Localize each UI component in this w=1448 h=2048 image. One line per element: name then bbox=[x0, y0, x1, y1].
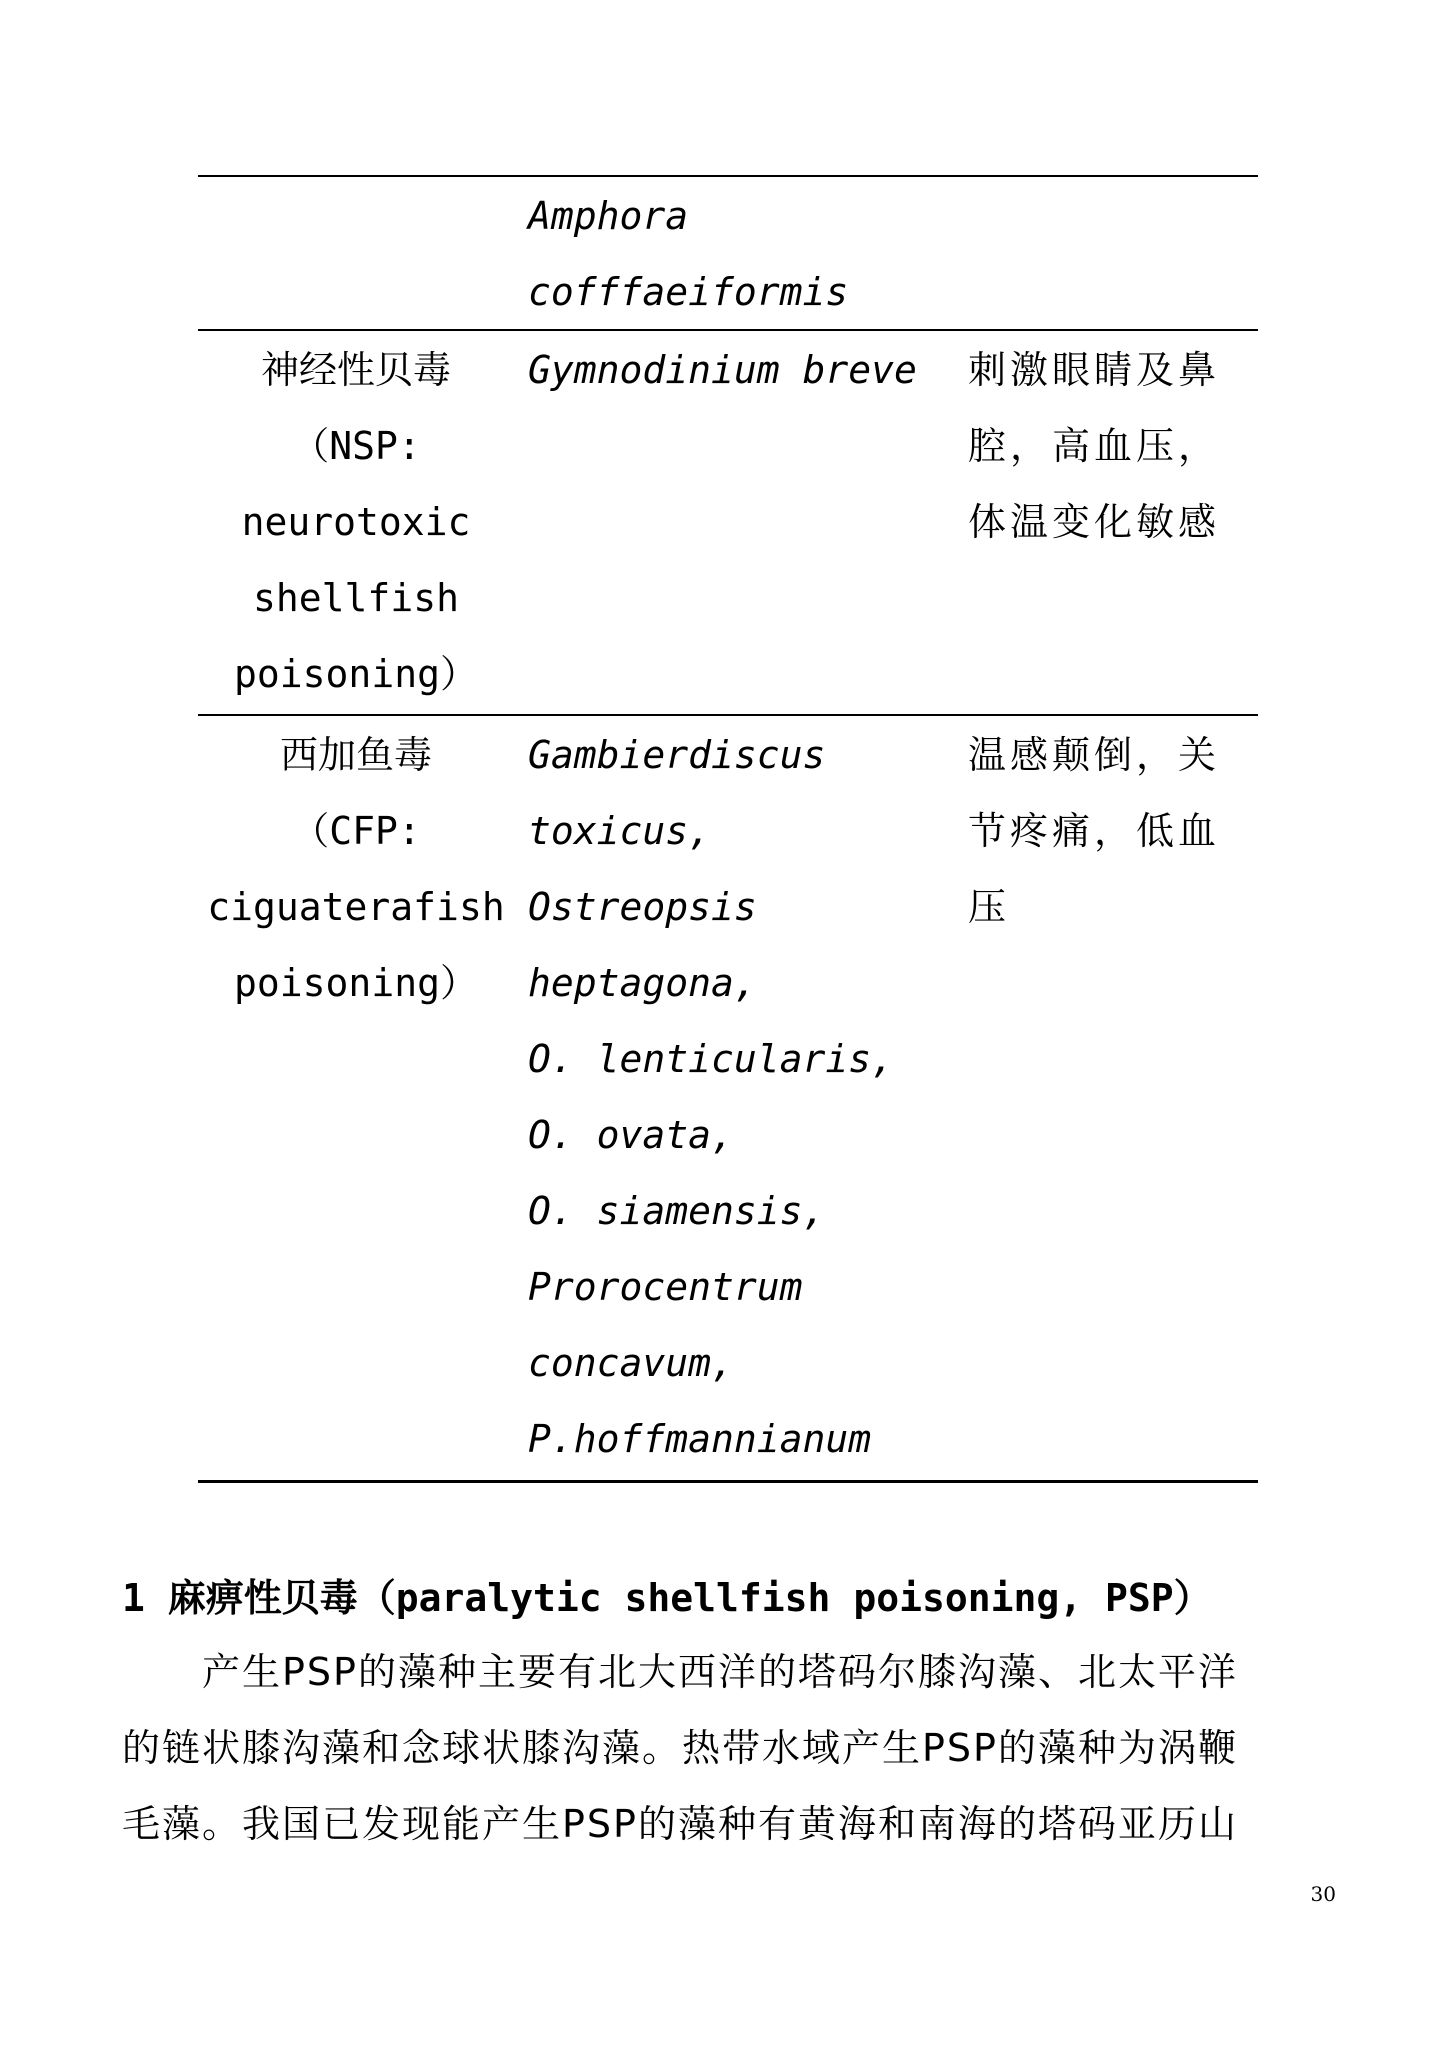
table-cell-symptoms bbox=[968, 332, 1258, 560]
table-bottom-rule bbox=[198, 1480, 1258, 1483]
cell-line: Gambierdiscus bbox=[528, 733, 826, 777]
cell-line: concavum, bbox=[528, 1341, 734, 1385]
cell-line: 体温变化敏感 bbox=[968, 500, 1221, 544]
cell-line: poisoning） bbox=[234, 961, 478, 1005]
table-top-rule bbox=[198, 175, 1258, 177]
cell-line: ciguaterafish bbox=[207, 885, 505, 929]
cell-line: O. ovata, bbox=[528, 1113, 734, 1157]
paragraph-line: 的链状膝沟藻和念球状膝沟藻。热带水域产生PSP的藻种为涡鞭 bbox=[122, 1726, 1238, 1770]
cell-line: cofffaeiformis bbox=[528, 270, 849, 314]
cell-line: P.hoffmannianum bbox=[528, 1417, 872, 1461]
table-cell-symptoms bbox=[968, 717, 1258, 945]
table-row-divider bbox=[198, 714, 1258, 716]
cell-line: （CFP: bbox=[291, 809, 421, 853]
table-cell-toxin-type bbox=[200, 332, 512, 712]
paragraph-line: 产生PSP的藻种主要有北大西洋的塔码尔膝沟藻、北太平洋 bbox=[122, 1650, 1238, 1694]
table-cell-species bbox=[528, 717, 948, 1477]
cell-line: Amphora bbox=[528, 194, 689, 238]
cell-line: 节疼痛，低血 bbox=[968, 809, 1221, 853]
cell-line: shellfish bbox=[253, 576, 459, 620]
section-heading: 1 麻痹性贝毒（paralytic shellfish poisoning, PSP） bbox=[122, 1576, 1212, 1620]
page-number: 30 bbox=[1310, 1882, 1336, 1906]
cell-line: Gymnodinium breve bbox=[528, 348, 917, 392]
cell-line: 温感颠倒，关 bbox=[968, 733, 1221, 777]
paragraph-line: 毛藻。我国已发现能产生PSP的藻种有黄海和南海的塔码亚历山 bbox=[122, 1802, 1238, 1846]
cell-line: O. lenticularis, bbox=[528, 1037, 895, 1081]
cell-line: 西加鱼毒 bbox=[279, 733, 432, 777]
table-cell-toxin-type bbox=[200, 717, 512, 1021]
cell-line: 腔，高血压， bbox=[968, 424, 1221, 468]
cell-line: O. siamensis, bbox=[528, 1189, 826, 1233]
cell-line: （NSP: bbox=[291, 424, 421, 468]
cell-line: toxicus, bbox=[528, 809, 712, 853]
cell-line: Ostreopsis bbox=[528, 885, 757, 929]
cell-line: 神经性贝毒 bbox=[260, 348, 451, 392]
table-cell-species bbox=[528, 178, 948, 330]
cell-line: neurotoxic bbox=[241, 500, 471, 544]
table-cell-species bbox=[528, 332, 948, 408]
cell-line: 刺激眼睛及鼻 bbox=[968, 348, 1221, 392]
cell-line: Prorocentrum bbox=[528, 1265, 803, 1309]
cell-line: 压 bbox=[968, 885, 1011, 929]
cell-line: poisoning） bbox=[234, 652, 478, 696]
cell-line: heptagona, bbox=[528, 961, 757, 1005]
